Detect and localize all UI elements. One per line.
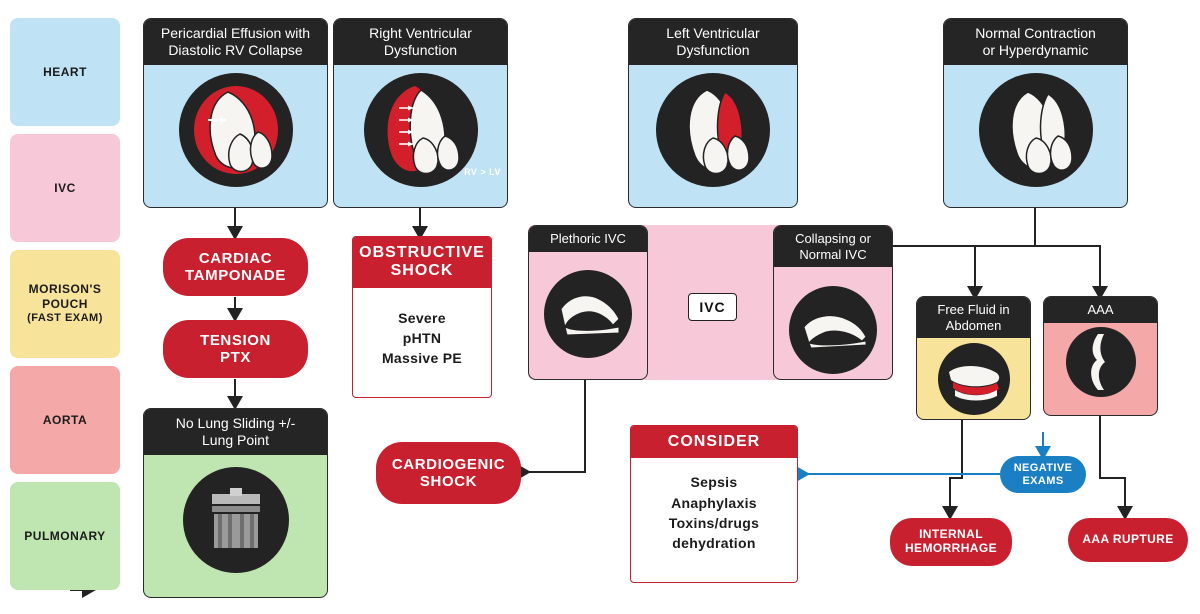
heart-panel-pericardial-effusion[interactable] (143, 18, 328, 208)
category-label-ivc: IVC (54, 180, 76, 195)
heart-panel-1-title-line1: Pericardial Effusion with (160, 25, 311, 41)
diagnosis-cardiogenic-shock[interactable] (376, 442, 521, 504)
consider-item-3: dehydration (672, 535, 756, 552)
obstructive-shock-header (353, 237, 491, 288)
internal-hemorrhage-line2: HEMORRHAGE (904, 541, 997, 555)
tension-ptx-line1: TENSION (200, 331, 271, 349)
ivc-collapsing-icon (788, 285, 878, 375)
collapsing-ivc-card[interactable] (773, 225, 893, 380)
ivc-center-label (688, 293, 737, 321)
category-chip-pulmonary[interactable] (10, 482, 120, 590)
category-chip-ivc[interactable] (10, 134, 120, 242)
obstructive-shock-box[interactable] (352, 236, 492, 398)
obstructive-shock-header-line1: OBSTRUCTIVE (359, 244, 485, 261)
diagnosis-internal-hemorrhage[interactable] (890, 518, 1012, 566)
diagnosis-aaa-rupture[interactable] (1068, 518, 1188, 562)
heart-panel-2-title-line1: Right Ventricular (369, 25, 472, 41)
diagnosis-cardiac-tamponade[interactable] (163, 238, 308, 296)
cardiogenic-shock-line2: SHOCK (419, 473, 478, 490)
negative-exams-line2: EXAMS (1022, 474, 1064, 487)
heart-pericardial-effusion-icon (178, 72, 294, 188)
obstructive-shock-header-line2: SHOCK (390, 262, 454, 280)
obstructive-item-2: Massive PE (381, 350, 463, 367)
heart-panel-3-title-line1: Left Ventricular (666, 25, 760, 41)
cardiac-tamponade-line2: TAMPONADE (185, 267, 286, 284)
obstructive-item-0: Severe (398, 309, 446, 326)
plethoric-ivc-card[interactable] (528, 225, 648, 380)
aaa-card[interactable] (1043, 296, 1158, 416)
heart-panel-lv-dysfunction[interactable] (628, 18, 798, 208)
consider-item-2: Toxins/drugs (668, 514, 760, 531)
diagnosis-tension-ptx[interactable] (163, 320, 308, 378)
heart-panel-normal-contraction[interactable] (943, 18, 1128, 208)
category-chip-heart[interactable] (10, 18, 120, 126)
heart-panel-4-title (944, 19, 1127, 65)
collapsing-ivc-title-line2: Normal IVC (799, 246, 867, 262)
tension-ptx-line2: PTX (220, 349, 251, 366)
category-label-pulmonary: PULMONARY (24, 528, 106, 543)
aaa-rupture-label: AAA RUPTURE (1082, 532, 1174, 547)
cardiac-tamponade-line1: CARDIAC (198, 249, 273, 267)
category-label-morisons-line1: MORISON'S (28, 282, 102, 297)
consider-item-1: Anaphylaxis (671, 494, 757, 511)
heart-normal-icon (978, 72, 1094, 188)
heart-panel-3-title (629, 19, 797, 65)
consider-items (631, 458, 797, 563)
heart-panel-1-title-line2: Diastolic RV Collapse (168, 41, 303, 58)
category-chip-morisons-pouch[interactable] (10, 250, 120, 358)
collapsing-ivc-title-line1: Collapsing or (795, 231, 871, 246)
heart-panel-3-title-line2: Dysfunction (676, 41, 750, 58)
negative-exams-line1: NEGATIVE (1013, 461, 1073, 474)
lung-barcode-sign-icon (182, 466, 290, 574)
heart-panel-4-title-line2: or Hyperdynamic (982, 41, 1089, 58)
free-fluid-abdomen-card[interactable] (916, 296, 1031, 420)
obstructive-item-1: pHTN (402, 330, 442, 347)
plethoric-ivc-title: Plethoric IVC (529, 226, 647, 252)
lung-card-title (144, 409, 327, 455)
heart-panel-4-title-line1: Normal Contraction (975, 25, 1096, 41)
consider-header: CONSIDER (631, 426, 797, 458)
morisons-pouch-free-fluid-icon (937, 342, 1011, 416)
free-fluid-title-line1: Free Fluid in (937, 302, 1010, 317)
heart-panel-rv-dysfunction[interactable] (333, 18, 508, 208)
heart-lv-dysfunction-icon (655, 72, 771, 188)
ivc-plethoric-icon (543, 269, 633, 359)
category-label-heart: HEART (43, 64, 87, 79)
category-label-aorta: AORTA (42, 412, 88, 427)
aaa-title: AAA (1044, 297, 1157, 323)
collapsing-ivc-title (774, 226, 892, 267)
heart-rv-dysfunction-icon (363, 72, 479, 188)
lung-no-sliding-card[interactable] (143, 408, 328, 598)
obstructive-shock-items (353, 288, 491, 379)
internal-hemorrhage-line1: INTERNAL (919, 527, 983, 542)
negative-exams-oval[interactable] (1000, 456, 1086, 493)
heart-panel-2-annotation: RV > LV (464, 166, 501, 177)
aorta-aneurysm-icon (1065, 326, 1137, 398)
ivc-center-label-text: IVC (699, 299, 726, 315)
heart-panel-2-title (334, 19, 507, 65)
category-label-morisons-line3: (FAST EXAM) (27, 312, 103, 325)
free-fluid-title-line2: Abdomen (945, 317, 1002, 333)
category-label-morisons-line2: POUCH (42, 297, 88, 312)
heart-panel-1-title (144, 19, 327, 65)
lung-card-title-line2: Lung Point (202, 431, 269, 448)
free-fluid-title (917, 297, 1030, 338)
consider-box[interactable] (630, 425, 798, 583)
heart-panel-2-title-line2: Dysfunction (383, 41, 458, 58)
category-chip-aorta[interactable] (10, 366, 120, 474)
cardiogenic-shock-line1: CARDIOGENIC (391, 455, 506, 473)
consider-item-0: Sepsis (690, 474, 738, 491)
lung-card-title-line1: No Lung Sliding +/- (175, 415, 296, 431)
